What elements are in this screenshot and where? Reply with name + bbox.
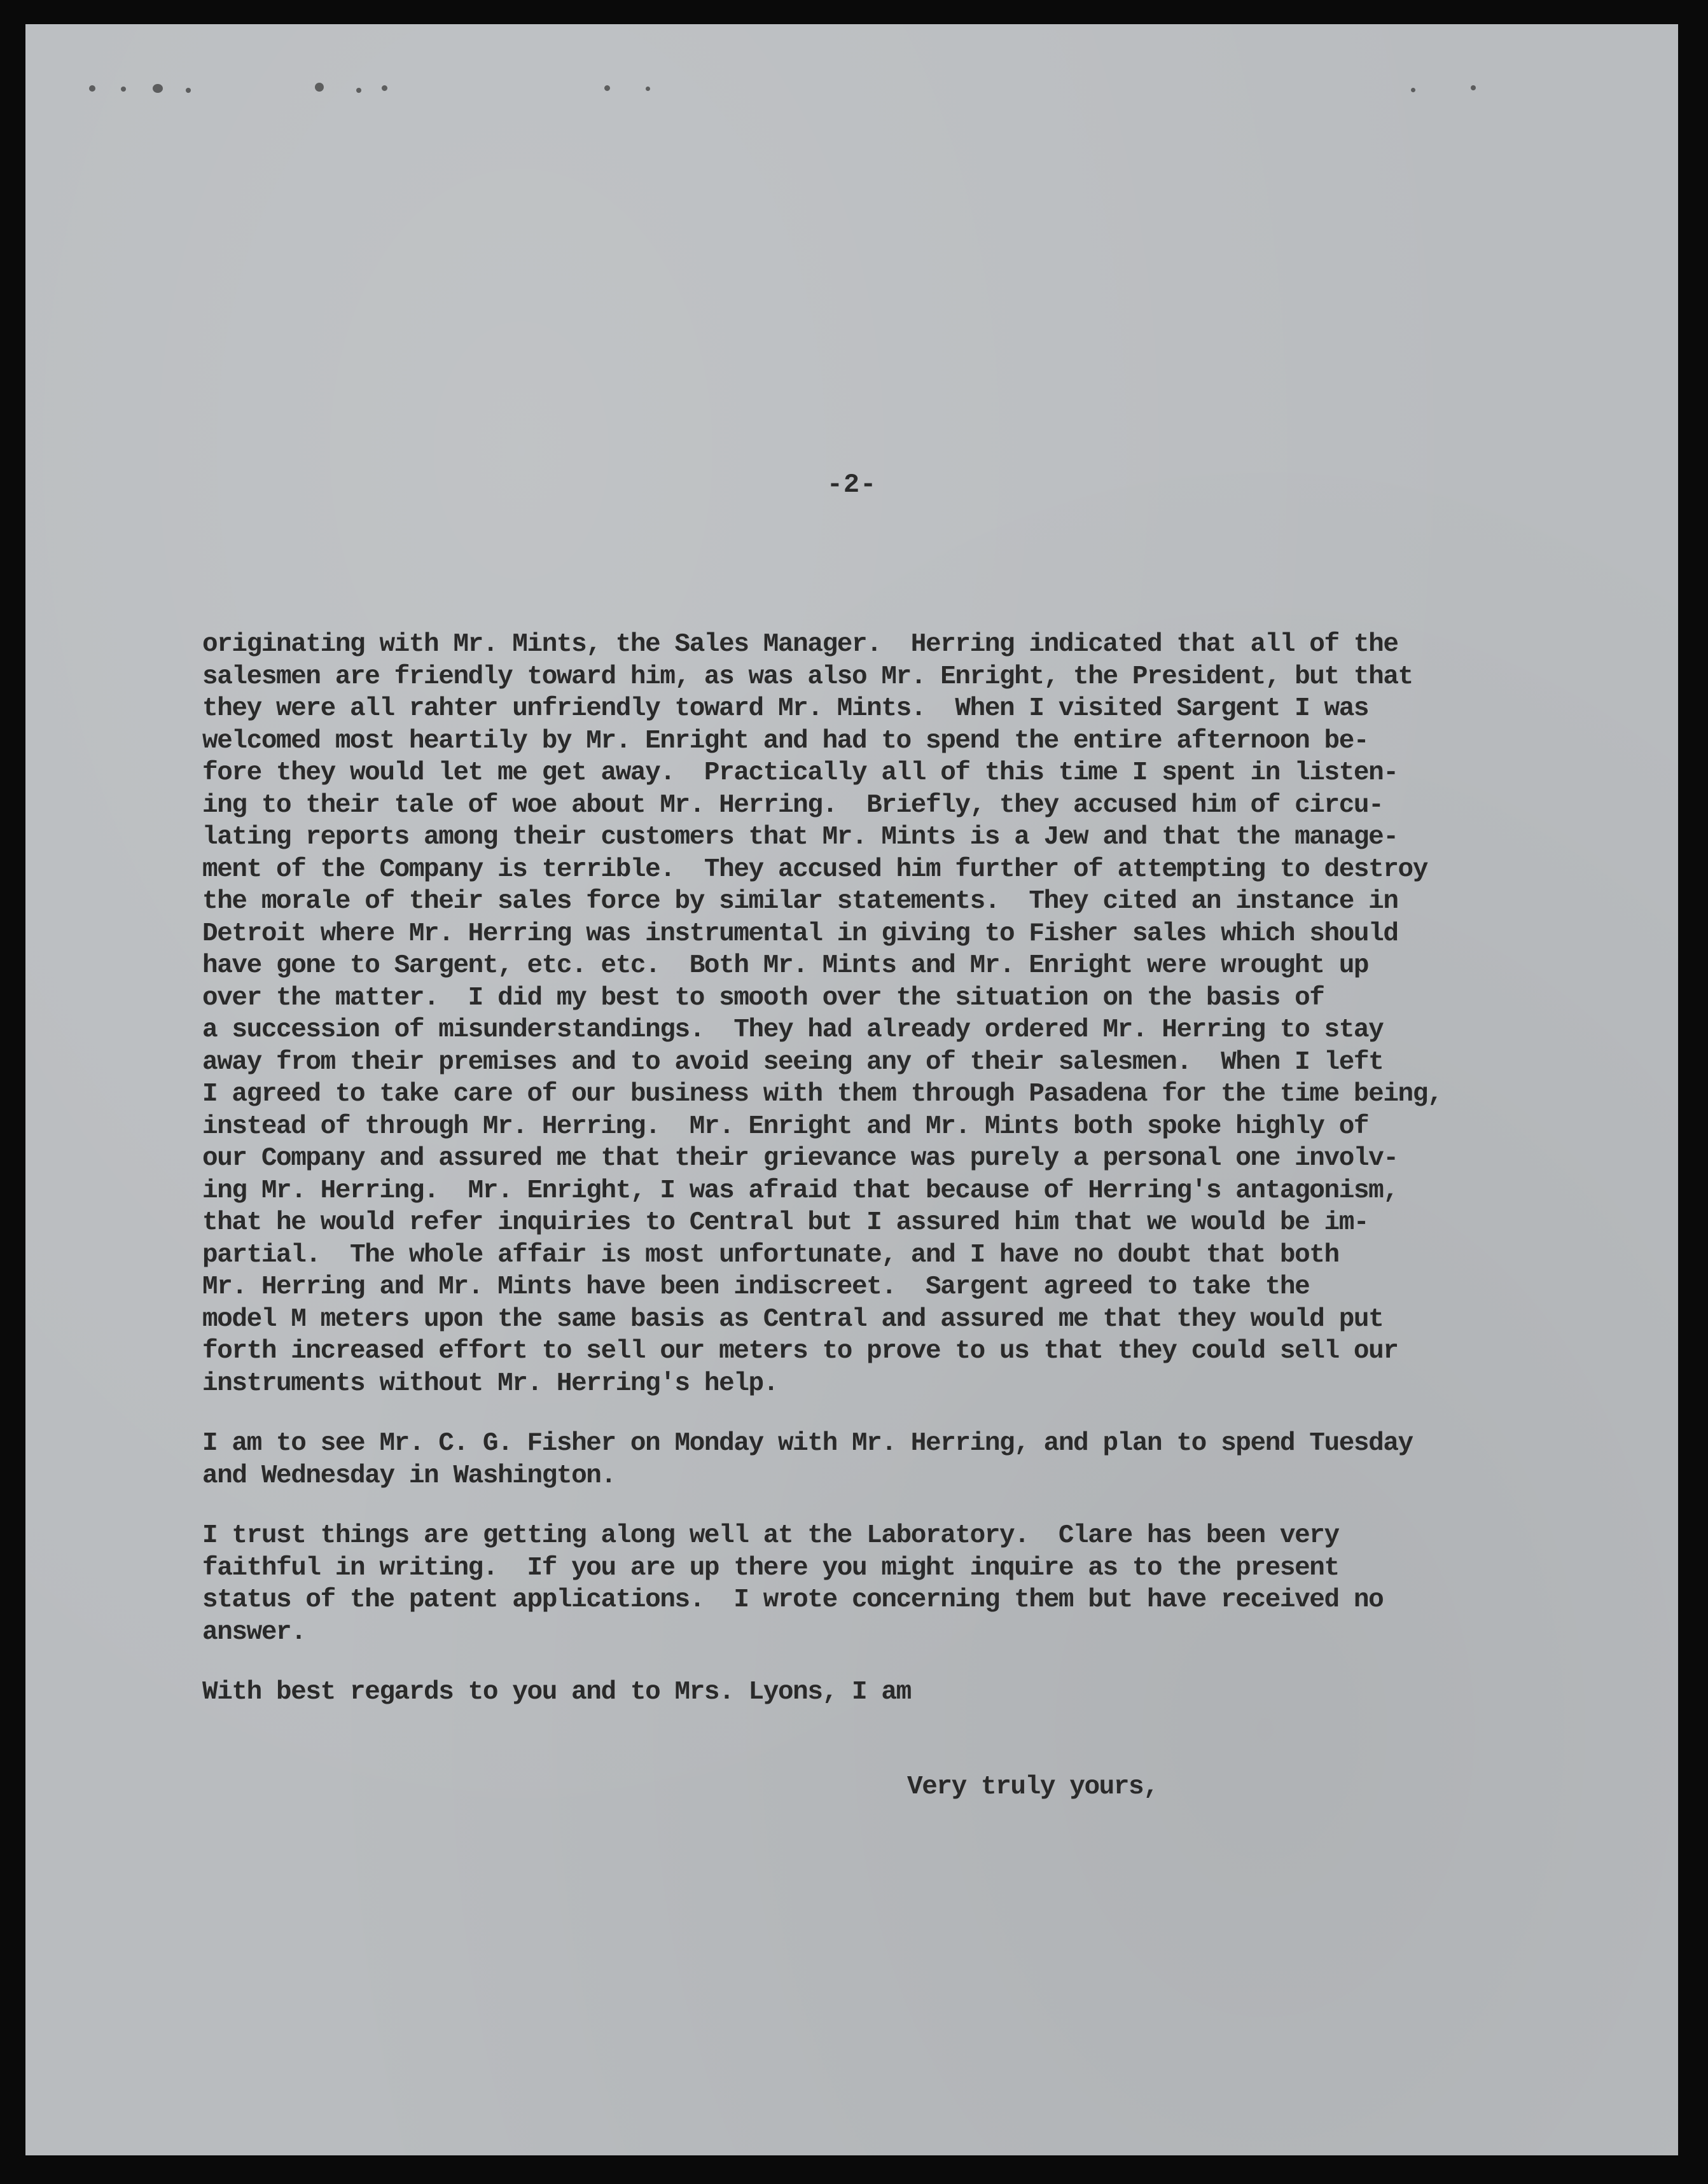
text-line: I agreed to take care of our business with them through Pasadena for the time being, xyxy=(202,1080,1443,1109)
text-line: have gone to Sargent, etc. etc. Both Mr. Mints and Mr. Enright were wrought up xyxy=(202,951,1369,980)
text-line: lating reports among their customers that Mr. Mints is a Jew and that the manage- xyxy=(202,823,1398,852)
punch-mark xyxy=(1471,85,1476,90)
text-line: I am to see Mr. C. G. Fisher on Monday with Mr. Herring, and plan to spend Tuesday xyxy=(202,1429,1413,1458)
text-line: partial. The whole affair is most unfortunate, and I have no doubt that both xyxy=(202,1240,1339,1270)
text-line: ing to their tale of woe about Mr. Herring. Briefly, they accused him of circu- xyxy=(202,790,1384,820)
punch-mark xyxy=(382,85,387,91)
paragraph-fisher-meeting xyxy=(202,1428,1564,1492)
punch-mark xyxy=(89,85,95,92)
text-line: I trust things are getting along well at the Laboratory. Clare has been very xyxy=(202,1521,1339,1550)
paragraph-regards xyxy=(202,1676,1564,1709)
text-line: status of the patent applications. I wrote concerning them but have received no xyxy=(202,1585,1384,1615)
punch-mark xyxy=(315,83,324,92)
text-line: instruments without Mr. Herring's help. xyxy=(202,1368,778,1398)
text-line: Mr. Herring and Mr. Mints have been indiscreet. Sargent agreed to take the xyxy=(202,1272,1310,1302)
punch-mark xyxy=(356,88,361,93)
punch-mark xyxy=(646,87,650,91)
letter-body xyxy=(202,629,1564,1737)
text-line: ing Mr. Herring. Mr. Enright, I was afraid that because of Herring's antagonism, xyxy=(202,1176,1398,1206)
text-line: salesmen are friendly toward him, as was also Mr. Enright, the President, but that xyxy=(202,662,1413,692)
text-line: Detroit where Mr. Herring was instrumental in giving to Fisher sales which should xyxy=(202,919,1398,949)
text-line: With best regards to you and to Mrs. Lyons, I am xyxy=(202,1678,911,1707)
punch-mark xyxy=(186,88,191,93)
text-line: over the matter. I did my best to smooth over the situation on the basis of xyxy=(202,983,1324,1013)
page-number: -2- xyxy=(826,469,877,500)
closing-salutation: Very truly yours, xyxy=(907,1772,1158,1802)
letter-page xyxy=(25,24,1678,2155)
text-line: faithful in writing. If you are up there you might inquire as to the present xyxy=(202,1553,1339,1583)
text-line: model M meters upon the same basis as Central and assured me that they would put xyxy=(202,1304,1384,1334)
text-line: welcomed most heartily by Mr. Enright and had to spend the entire afternoon be- xyxy=(202,726,1369,756)
paragraph-sargent-visit xyxy=(202,629,1564,1400)
text-line: they were all rahter unfriendly toward Mr. Mints. When I visited Sargent I was xyxy=(202,694,1369,723)
punch-mark xyxy=(1411,88,1415,92)
text-line: a succession of misunderstandings. They had already ordered Mr. Herring to stay xyxy=(202,1015,1384,1045)
text-line: ment of the Company is terrible. They accused him further of attempting to destroy xyxy=(202,854,1427,884)
punch-mark xyxy=(604,85,610,91)
text-line: away from their premises and to avoid seeing any of their salesmen. When I left xyxy=(202,1047,1384,1077)
text-line: and Wednesday in Washington. xyxy=(202,1461,616,1491)
text-line: answer. xyxy=(202,1617,306,1647)
text-line: forth increased effort to sell our meters to prove to us that they could sell our xyxy=(202,1337,1398,1366)
text-line: instead of through Mr. Herring. Mr. Enright and Mr. Mints both spoke highly of xyxy=(202,1111,1369,1141)
text-line: that he would refer inquiries to Central but I assured him that we would be im- xyxy=(202,1208,1369,1237)
text-line: our Company and assured me that their grievance was purely a personal one involv- xyxy=(202,1144,1398,1173)
text-line: the morale of their sales force by similar statements. They cited an instance in xyxy=(202,887,1398,916)
paragraph-laboratory xyxy=(202,1520,1564,1648)
text-line: originating with Mr. Mints, the Sales Manager. Herring indicated that all of the xyxy=(202,630,1398,659)
punch-mark xyxy=(121,87,126,92)
punch-mark xyxy=(153,84,163,93)
text-line: fore they would let me get away. Practically all of this time I spent in listen- xyxy=(202,758,1398,788)
